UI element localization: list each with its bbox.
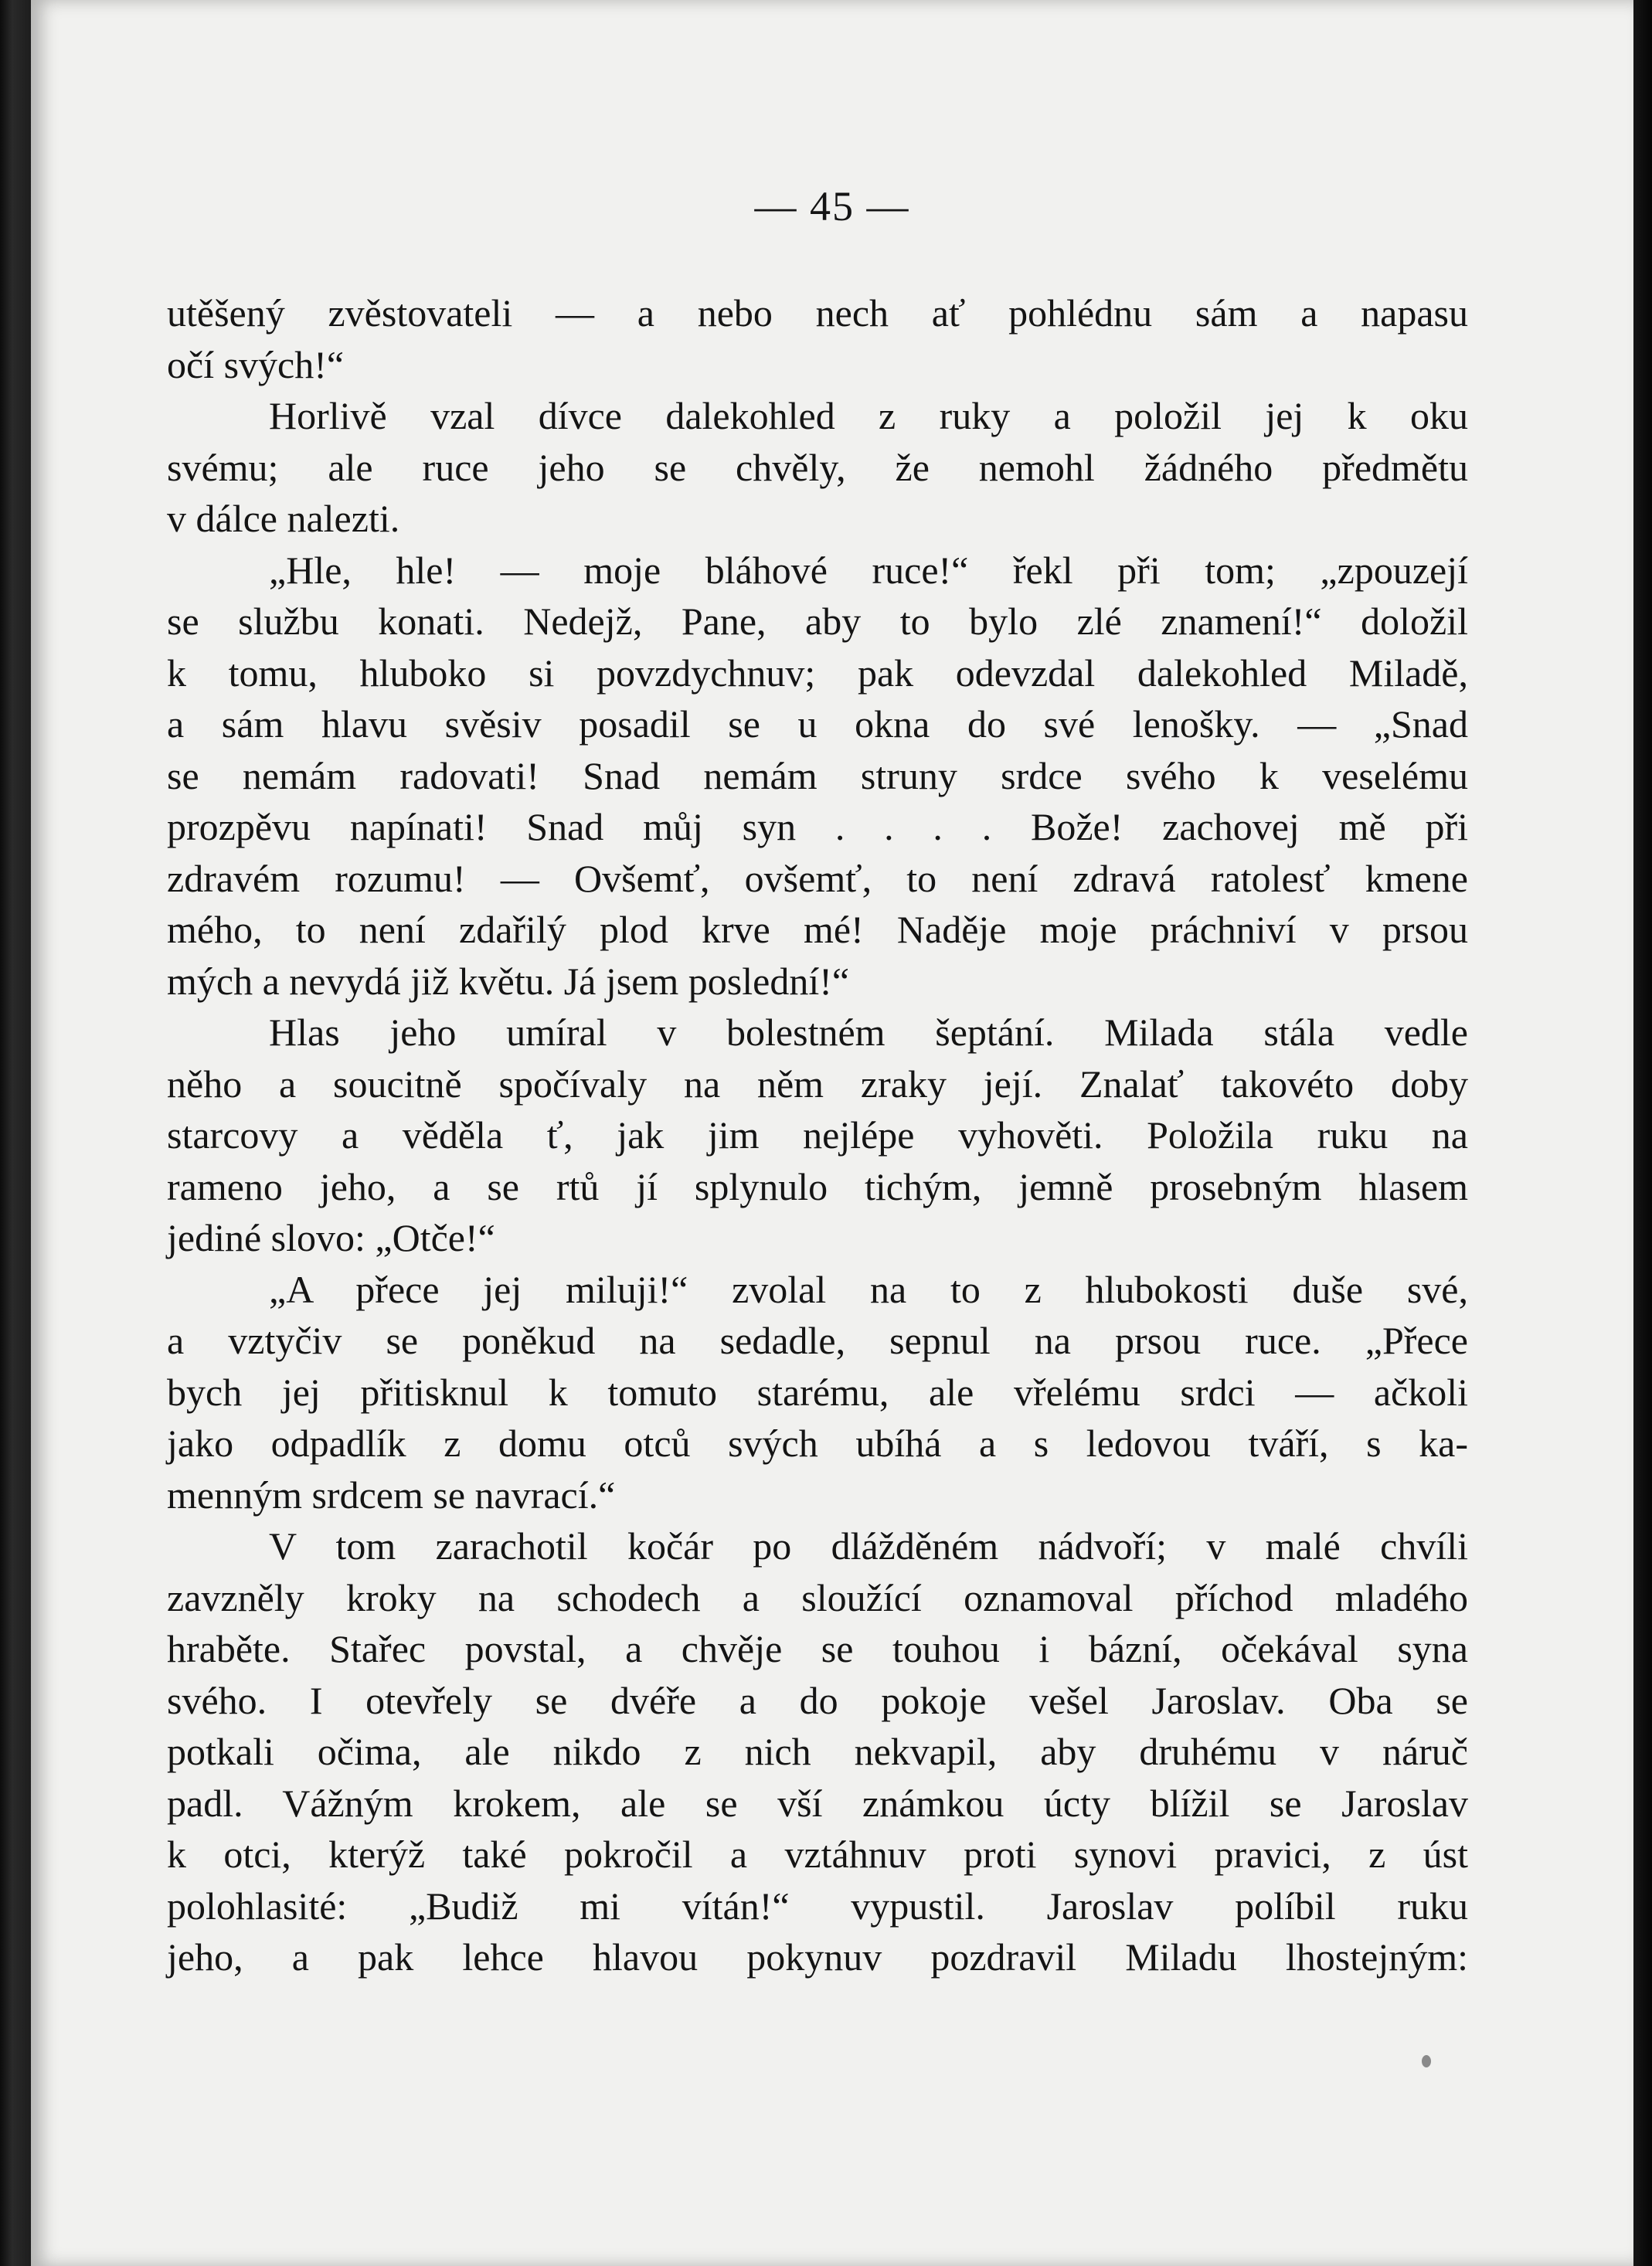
text-line: „A přece jej miluji!“ zvolal na to z hlubokosti duše své,: [269, 1267, 1468, 1311]
text-line: rameno jeho, a se rtů jí splynulo tichým, jemně prosebným hlasem: [167, 1164, 1468, 1208]
text-line: utěšený zvěstovateli — a nebo nech ať pohlédnu sám a napasu: [167, 291, 1468, 335]
text-line: „Hle, hle! — moje bláhové ruce!“ řekl při tom; „zpouzejí: [269, 548, 1468, 592]
scan-edge-right: [1633, 0, 1652, 2266]
body-text: [167, 287, 1468, 1983]
text-line: mého, to není zdařilý plod krve mé! Naděje moje práchniví v prsou: [167, 908, 1468, 951]
text-line: Horlivě vzal dívce dalekohled z ruky a položil jej k oku: [269, 394, 1468, 437]
text-line: V tom zarachotil kočár po dlážděném nádvoří; v malé chvíli: [269, 1524, 1468, 1568]
page-number: — 45 —: [754, 183, 910, 229]
text-line: něho a soucitně spočívaly na něm zraky její. Znalať takovéto doby: [167, 1062, 1468, 1106]
text-line: se nemám radovati! Snad nemám struny srdce svého k veselému: [167, 753, 1468, 797]
text-line: zdravém rozumu! — Ovšemť, ovšemť, to není zdravá ratolesť kmene: [167, 856, 1468, 900]
text-line: jeho, a pak lehce hlavou pokynuv pozdravil Miladu lhostejným:: [167, 1935, 1468, 1979]
text-line: zavzněly kroky na schodech a sloužící oznamoval příchod mladého: [167, 1575, 1468, 1619]
text-line: polohlasité: „Budiž mi vítán!“ vypustil. Jaroslav políbil ruku: [167, 1884, 1468, 1928]
text-line: k otci, kterýž také pokročil a vztáhnuv proti synovi pravici, z úst: [167, 1833, 1468, 1876]
text-line: mých a nevydá již květu. Já jsem poslední!“: [167, 959, 850, 1003]
text-line: jako odpadlík z domu otců svých ubíhá a s ledovou tváří, s ka-: [167, 1422, 1468, 1465]
text-line: Hlas jeho umíral v bolestném šeptání. Milada stála vedle: [269, 1011, 1468, 1054]
text-line: padl. Vážným krokem, ale se vší známkou úcty blížil se Jaroslav: [167, 1781, 1468, 1825]
scan-speck: [1422, 2055, 1431, 2067]
text-line: a sám hlavu svěsiv posadil se u okna do své lenošky. — „Snad: [167, 702, 1468, 746]
scan-edge-left: [0, 0, 31, 2266]
text-line: k tomu, hluboko si povzdychnuv; pak odevzdal dalekohled Miladě,: [167, 651, 1468, 695]
text-line: očí svých!“: [167, 342, 345, 386]
book-page: [31, 0, 1633, 2266]
text-line: menným srdcem se navrací.“: [167, 1473, 616, 1517]
text-line: a vztyčiv se poněkud na sedadle, sepnul na prsou ruce. „Přece: [167, 1319, 1468, 1362]
text-line: starcovy a věděla ť, jak jim nejlépe vyhověti. Položila ruku na: [167, 1113, 1468, 1157]
text-line: se službu konati. Nedejž, Pane, aby to bylo zlé znamení!“ doložil: [167, 600, 1468, 643]
text-line: bych jej přitisknul k tomuto starému, ale vřelému srdci — ačkoli: [167, 1370, 1468, 1414]
text-line: prozpěvu napínati! Snad můj syn . . . . Bože! zachovej mě při: [167, 805, 1468, 848]
text-line: svému; ale ruce jeho se chvěly, že nemohl žádného předmětu: [167, 445, 1468, 489]
text-line: hraběte. Stařec povstal, a chvěje se touhou i bázní, očekával syna: [167, 1627, 1468, 1670]
text-line: v dálce nalezti.: [167, 497, 400, 540]
text-line: jediné slovo: „Otče!“: [167, 1216, 495, 1259]
text-line: potkali očima, ale nikdo z nich nekvapil, aby druhému v náruč: [167, 1730, 1468, 1773]
text-line: svého. I otevřely se dvéře a do pokoje vešel Jaroslav. Oba se: [167, 1678, 1468, 1722]
